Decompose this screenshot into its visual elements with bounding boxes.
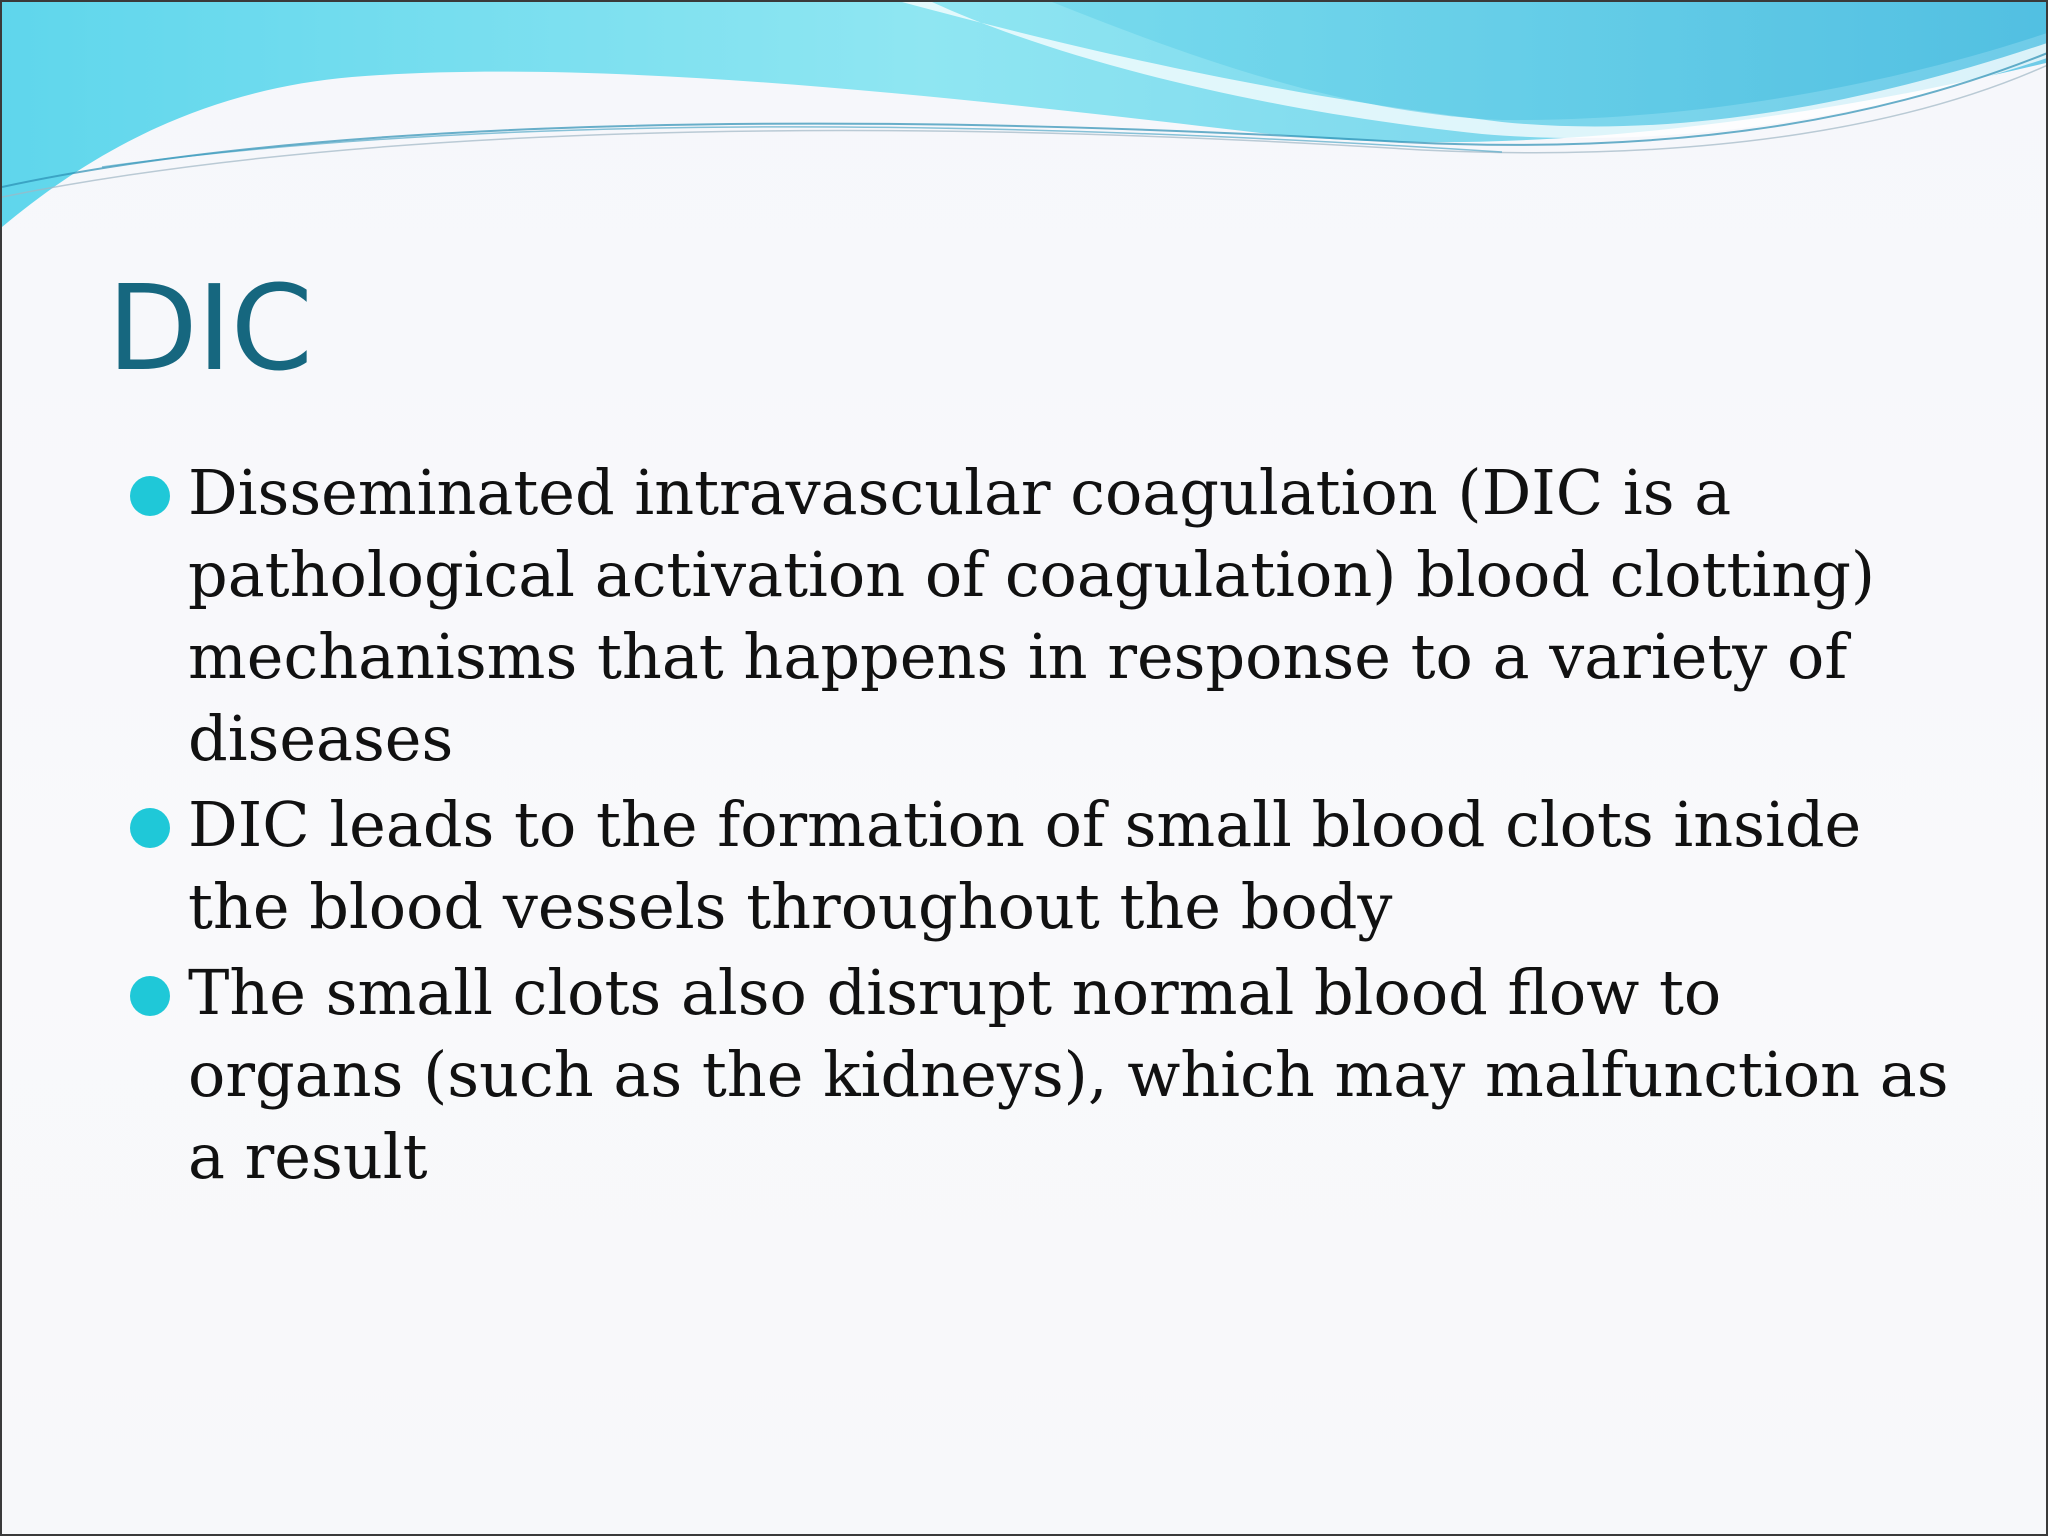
bullet-list bbox=[130, 452, 1950, 1202]
bullet-dot-icon bbox=[130, 976, 170, 1016]
bullet-item bbox=[130, 952, 1950, 1198]
bullet-dot-icon bbox=[130, 476, 170, 516]
slide-title: DIC bbox=[107, 259, 313, 397]
bullet-dot-icon bbox=[130, 808, 170, 848]
bullet-item bbox=[130, 784, 1950, 948]
bullet-text: DIC leads to the formation of small blood clots inside the blood vessels throughout the body bbox=[188, 788, 1862, 943]
bullet-text: Disseminated intravascular coagulation (DIC is a pathological activation of coagulation) blood clotting) mechanisms that happens in response to a variety of diseases bbox=[188, 456, 1876, 775]
bullet-text: The small clots also disrupt normal blood flow to organs (such as the kidneys), which may malfunction as a result bbox=[188, 956, 1949, 1193]
bullet-item bbox=[130, 452, 1950, 780]
header-wave-decoration bbox=[2, 2, 2048, 262]
